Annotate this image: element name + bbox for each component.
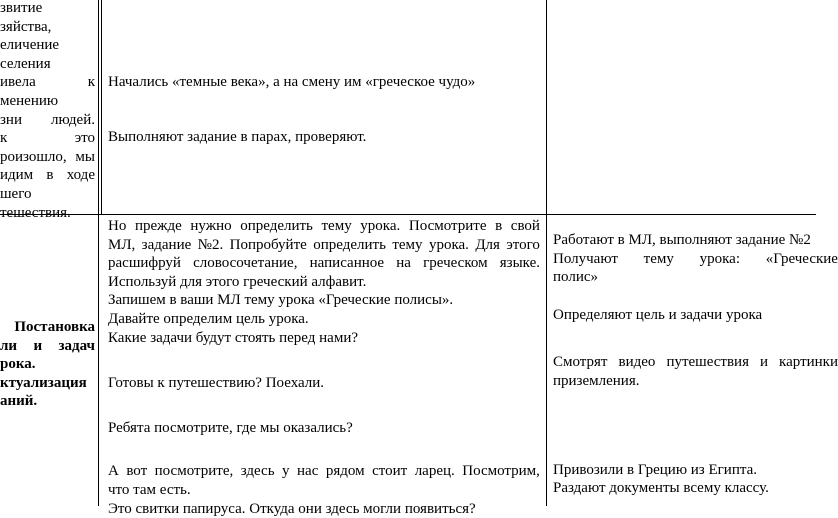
col-divider-3 <box>101 0 102 215</box>
word: рядом <box>325 463 365 480</box>
stage-title-line: рока. <box>0 356 36 373</box>
students-text-line: Определяют цель и задачи урока <box>553 306 763 323</box>
word: языке. <box>499 255 540 272</box>
word: людей. <box>51 111 95 128</box>
word: А <box>108 463 119 480</box>
teacher-text-line <box>108 217 540 236</box>
word: словосочетание, <box>193 255 298 272</box>
stage-text-line <box>0 166 95 185</box>
teacher-paragraph <box>108 419 540 438</box>
word: стоит <box>372 463 408 480</box>
teacher-paragraph <box>108 462 540 518</box>
word: Постановка <box>14 319 95 335</box>
row1-teacher-text-1: Начались «темные века», а на смену им «греческое чудо» <box>108 74 476 90</box>
teacher-text-line: Запишем в ваши МЛ тему урока «Греческие полисы». <box>108 292 454 309</box>
stage-text-line <box>0 129 95 148</box>
word: №2. <box>197 236 224 253</box>
row1-stage-cell <box>0 0 95 222</box>
col-divider-2 <box>546 0 547 506</box>
word: к <box>0 130 8 147</box>
stage-text-line <box>0 111 95 130</box>
word: тему <box>321 218 352 234</box>
students-text-line <box>553 353 838 372</box>
word: и <box>760 354 769 371</box>
row1-students-cell <box>108 128 540 147</box>
teacher-text-line: Используй для этого греческий алфавит. <box>108 273 367 290</box>
word: написанное <box>309 255 385 272</box>
stage-text-line: зяйства, <box>0 18 52 35</box>
word: видео <box>618 354 656 371</box>
word: здесь <box>240 463 275 480</box>
stage-title-line: аний. <box>0 393 38 410</box>
students-paragraph <box>553 231 838 287</box>
teacher-text-line: Это свитки папируса. Откуда они здесь могли появиться? <box>108 500 476 517</box>
stage-text-line: селения <box>0 55 51 72</box>
word: на <box>396 255 411 272</box>
word: расшифруй <box>108 255 181 272</box>
word: тему <box>643 250 674 267</box>
word: зни <box>0 111 22 128</box>
teacher-text-line <box>108 462 540 481</box>
word: урока. <box>360 218 401 234</box>
row2-teacher-cell <box>108 217 540 518</box>
stage-text-line: шего <box>0 185 32 202</box>
word: ивела <box>0 74 36 91</box>
word: этого <box>506 236 540 253</box>
word: у <box>282 463 290 480</box>
stage-title-line <box>0 318 95 337</box>
stage-text-line <box>0 73 95 92</box>
students-paragraph <box>553 353 838 390</box>
col-divider-1 <box>98 0 99 506</box>
word: ли <box>0 337 18 354</box>
teacher-text-line: что там есть. <box>108 481 191 498</box>
word: урока: <box>699 250 740 267</box>
word: Получают <box>553 250 618 267</box>
students-text-line: Раздают документы всему классу. <box>553 480 769 497</box>
word: это <box>74 130 95 147</box>
row1-teacher-text-2: Выполняют задание в парах, проверяют. <box>108 129 367 145</box>
word: мы <box>75 148 95 165</box>
word: путешествия <box>666 354 749 371</box>
word: ларец. <box>414 463 455 480</box>
word: в <box>495 218 503 234</box>
teacher-text-line <box>108 236 540 255</box>
students-text-line <box>553 250 838 269</box>
word: нас <box>297 463 319 480</box>
word: свой <box>510 218 540 234</box>
word: «Греческие <box>765 250 838 267</box>
word: роизошло, <box>0 148 67 165</box>
word: Посмотрим, <box>462 463 540 480</box>
word: в <box>46 167 54 184</box>
word: нужно <box>190 218 232 234</box>
students-paragraph <box>553 461 838 498</box>
word: Но <box>108 218 127 234</box>
word: к <box>87 74 95 91</box>
word: греческом <box>423 255 488 272</box>
stage-title-line: ктуализация <box>0 374 87 391</box>
teacher-text-line: Готовы к путешествию? Поехали. <box>108 375 325 392</box>
word: тему <box>392 236 423 253</box>
row2-stage-cell <box>0 318 95 411</box>
students-text-line: полис» <box>553 269 598 286</box>
students-text-line: приземления. <box>553 372 640 389</box>
row-divider <box>0 214 816 215</box>
word: задач <box>58 337 95 354</box>
word: посмотрите, <box>154 463 234 480</box>
word: Попробуйте <box>229 236 307 253</box>
row2-students-cell <box>553 231 838 498</box>
stage-text-line: тешествия. <box>0 204 71 221</box>
stage-title-line <box>0 337 95 356</box>
stage-text-line: еличение <box>0 37 60 54</box>
word: картинки <box>779 354 838 371</box>
teacher-paragraph <box>108 374 540 393</box>
word: Посмотрите <box>408 218 487 234</box>
teacher-text-line <box>108 254 540 273</box>
word: определить <box>313 236 386 253</box>
word: определить <box>240 218 313 234</box>
stage-text-line: звитие <box>0 0 43 16</box>
students-paragraph <box>553 306 838 325</box>
row1-teacher-cell <box>108 73 540 92</box>
word: идим <box>0 167 34 184</box>
word: задание <box>141 236 192 253</box>
students-text-line: Привозили в Грецию из Египта. <box>553 461 758 478</box>
word: прежде <box>134 218 182 234</box>
stage-text-line <box>0 148 95 167</box>
teacher-text-line: Давайте определим цель урока. <box>108 310 309 327</box>
stage-text-line: менению <box>0 92 59 109</box>
word: урока. <box>428 236 469 253</box>
word: и <box>33 337 43 354</box>
word: МЛ, <box>108 236 136 253</box>
teacher-text-line: Какие задачи будут стоять перед нами? <box>108 329 358 346</box>
word: ходе <box>66 167 95 184</box>
word: Для <box>475 236 500 253</box>
teacher-paragraph <box>108 217 540 347</box>
teacher-text-line: Ребята посмотрите, где мы оказались? <box>108 419 353 436</box>
word: Смотрят <box>553 354 608 371</box>
word: вот <box>126 463 148 480</box>
students-text-line: Работают в МЛ, выполняют задание №2 <box>553 232 811 248</box>
